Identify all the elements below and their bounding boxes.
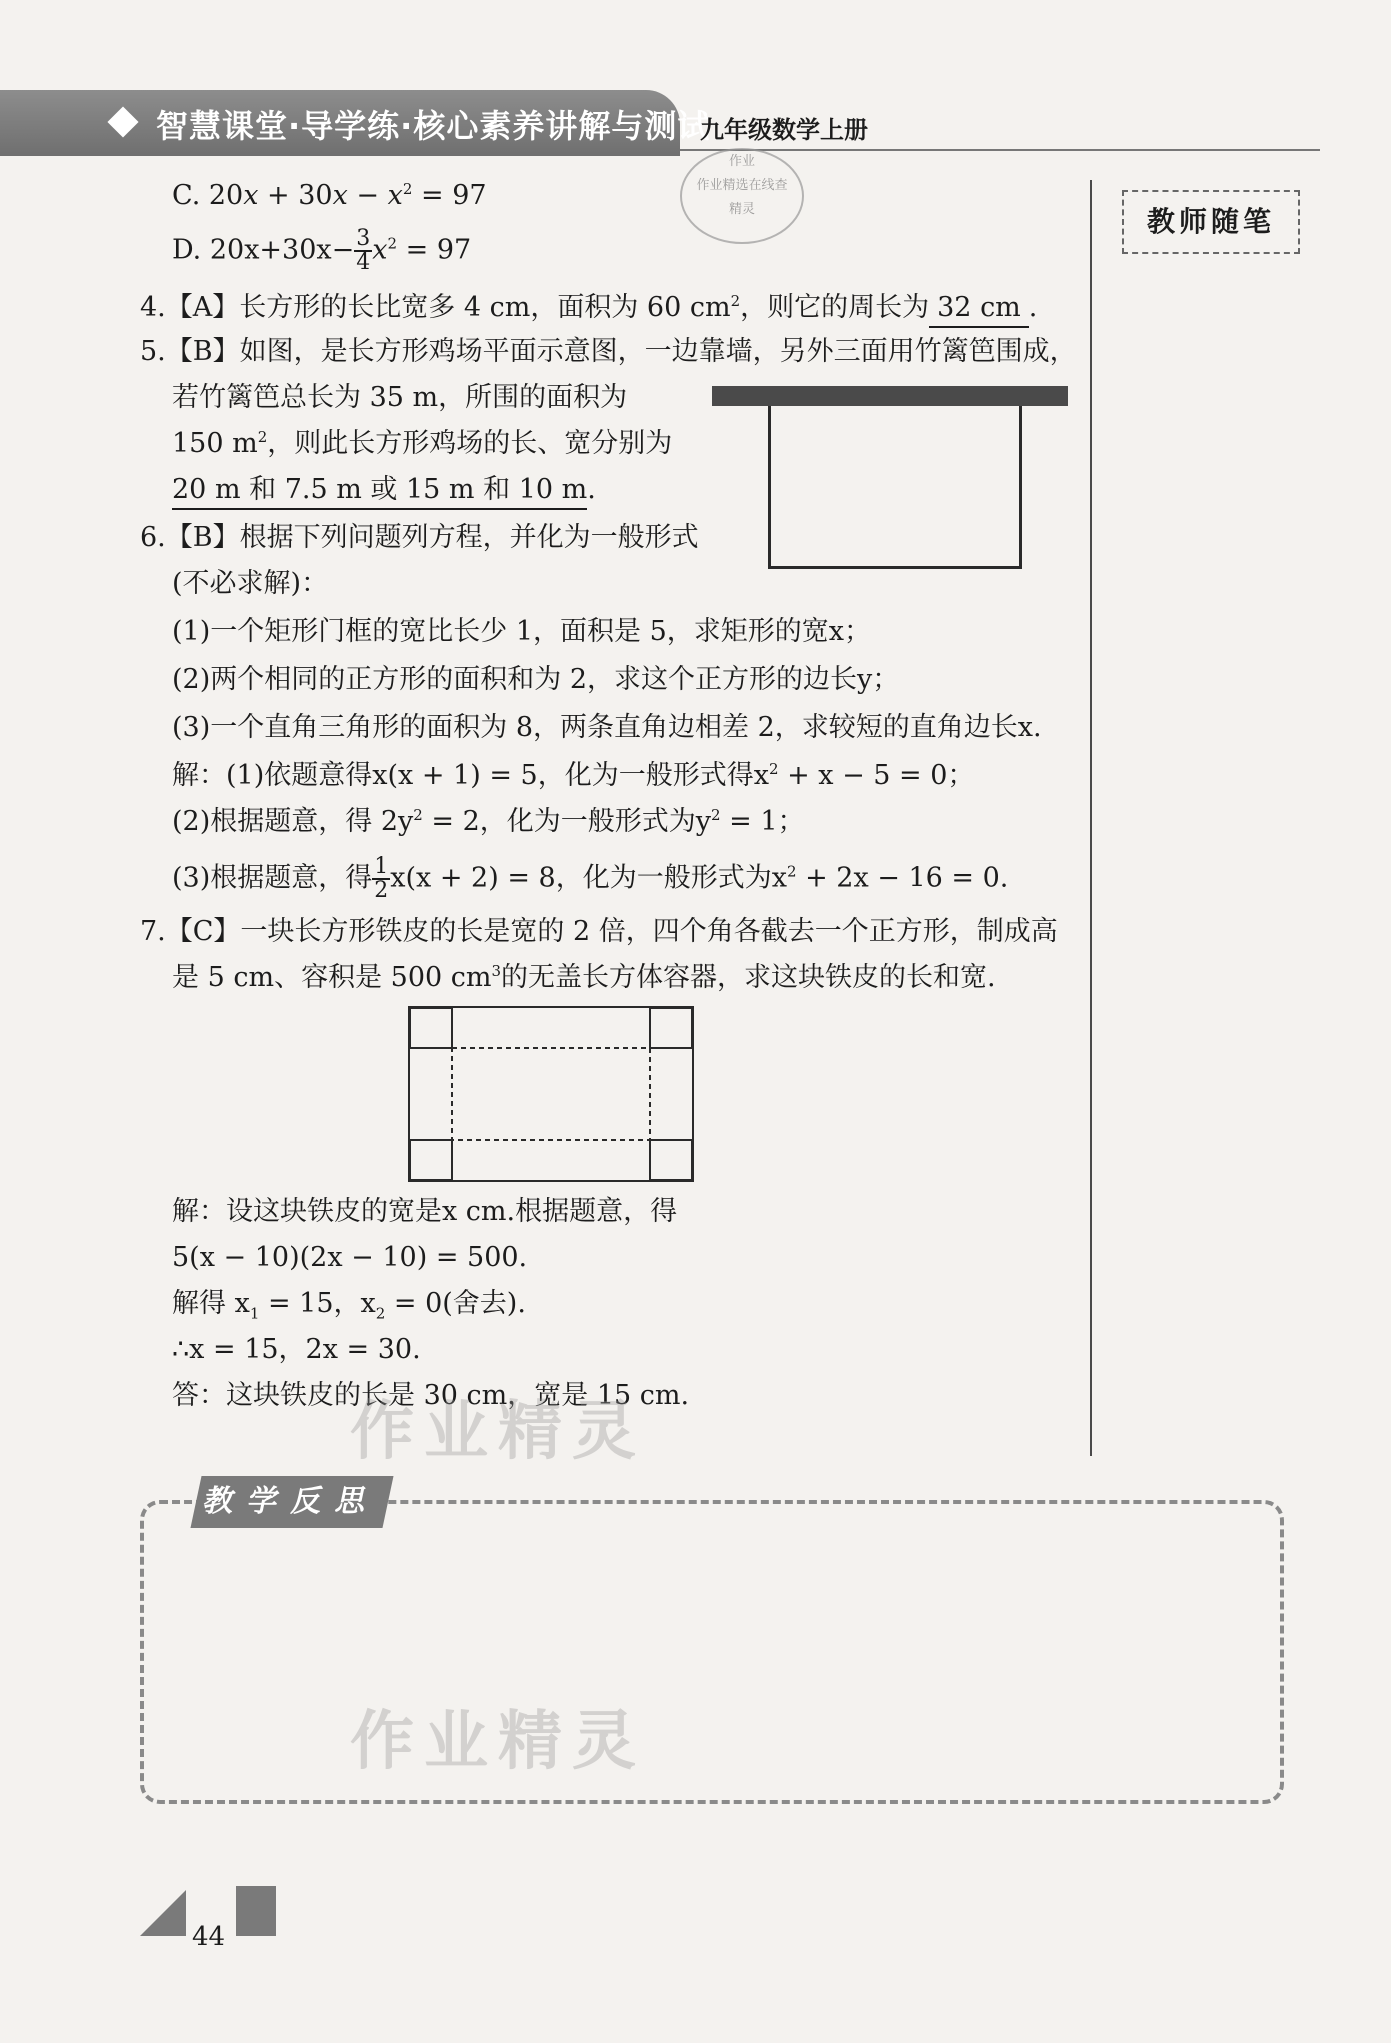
coop-rectangle-diagram xyxy=(768,406,1022,569)
question-4: 4.【A】长方形的长比宽多 4 cm，面积为 60 $cm^2$，则它的周长为 32 cm . xyxy=(140,290,1037,328)
question-6-line-2: (不必求解)： xyxy=(172,568,329,599)
q4-answer: 32 cm xyxy=(929,290,1029,328)
book-title: 智慧课堂·导学练·核心素养讲解与测试 xyxy=(156,107,711,145)
question-5-answer: 20 m 和 7.5 m 或 15 m 和 10 m. xyxy=(172,472,596,510)
corner-square xyxy=(410,1140,452,1180)
fraction: $\frac{1}{2}$ xyxy=(374,854,389,903)
q3-option-c: C. $20x + 30x - x^2 = 97$ xyxy=(172,180,487,211)
teacher-notes-label: 教师随笔 xyxy=(1122,190,1300,254)
question-7-solution-3: 解得 $x_1 = 15$，$x_2 = 0$(舍去). xyxy=(172,1288,526,1323)
notes-column-rule xyxy=(1090,180,1092,1456)
question-7-line-1: 7.【C】一块长方形铁皮的长是宽的 2 倍，四个角各截去一个正方形，制成高 xyxy=(140,916,1058,947)
q3-option-d: D. 20x+30x− $\frac{3}{4}$ $x^2 = 97$ xyxy=(172,226,472,275)
grade-subject: 九年级数学上册 xyxy=(700,116,868,144)
metal-sheet-diagram xyxy=(408,1006,694,1182)
question-7-solution-4: ∴x = 15，2x = 30. xyxy=(172,1334,421,1365)
fraction: $\frac{3}{4}$ xyxy=(356,226,371,275)
reflection-title: 教学反思 xyxy=(190,1476,393,1528)
question-5-line-2: 若竹篱笆总长为 35 m，所围的面积为 xyxy=(172,382,628,413)
page-marker-block xyxy=(236,1886,276,1936)
question-7-solution-1: 解：设这块铁皮的宽是x cm.根据题意，得 xyxy=(172,1196,678,1227)
reflection-area[interactable] xyxy=(140,1500,1284,1804)
fold-lines xyxy=(452,1048,650,1140)
question-6-part-3: (3)一个直角三角形的面积为 8，两条直角边相差 2，求较短的直角边长x. xyxy=(172,712,1042,743)
page-corner-triangle xyxy=(140,1890,186,1936)
stamp-line-3: 精灵 xyxy=(728,202,755,217)
wall-diagram xyxy=(712,386,1068,406)
corner-square xyxy=(650,1008,692,1048)
page-number: 44 xyxy=(192,1922,226,1952)
sheet-svg xyxy=(410,1008,692,1180)
question-7-answer: 答：这块铁皮的长是 30 cm，宽是 15 cm. xyxy=(172,1380,690,1411)
question-6-part-1: (1)一个矩形门框的宽比长少 1，面积是 5，求矩形的宽x； xyxy=(172,616,871,647)
question-6-solution-1: 解：(1)依题意得x(x + 1) = 5，化为一般形式得$x^2 + x - 5 = 0$； xyxy=(172,760,975,791)
watermark-stamp xyxy=(680,148,804,244)
corner-square xyxy=(650,1140,692,1180)
question-5-line-1: 5.【B】如图，是长方形鸡场平面示意图，一边靠墙，另外三面用竹篱笆围成， xyxy=(140,336,1077,367)
question-6-solution-3: (3)根据题意，得 $\frac{1}{2}$ x(x + 2) = 8，化为一般形式为$x^2 + 2x - 16 = 0$. xyxy=(172,854,1009,903)
stamp-line-2: 作业精选在线查 xyxy=(696,178,788,193)
watermark-text: 作业精灵 xyxy=(350,1705,646,1779)
question-6-line-1: 6.【B】根据下列问题列方程，并化为一般形式 xyxy=(140,522,699,553)
question-7-solution-2: 5(x − 10)(2x − 10) = 500. xyxy=(172,1242,528,1273)
corner-square xyxy=(410,1008,452,1048)
question-5-line-3: 150 $m^2$，则此长方形鸡场的长、宽分别为 xyxy=(172,428,673,459)
stamp-line-1: 作业 xyxy=(728,154,755,169)
question-6-solution-2: (2)根据题意，得 $2y^2 = 2$，化为一般形式为$y^2 = 1$； xyxy=(172,806,805,837)
question-7-line-2: 是 5 cm、容积是 500 $cm^3$的无盖长方体容器，求这块铁皮的长和宽. xyxy=(172,962,996,993)
question-6-part-2: (2)两个相同的正方形的面积和为 2，求这个正方形的边长y； xyxy=(172,664,900,695)
watermark-text: 作业精灵 xyxy=(350,1395,646,1469)
